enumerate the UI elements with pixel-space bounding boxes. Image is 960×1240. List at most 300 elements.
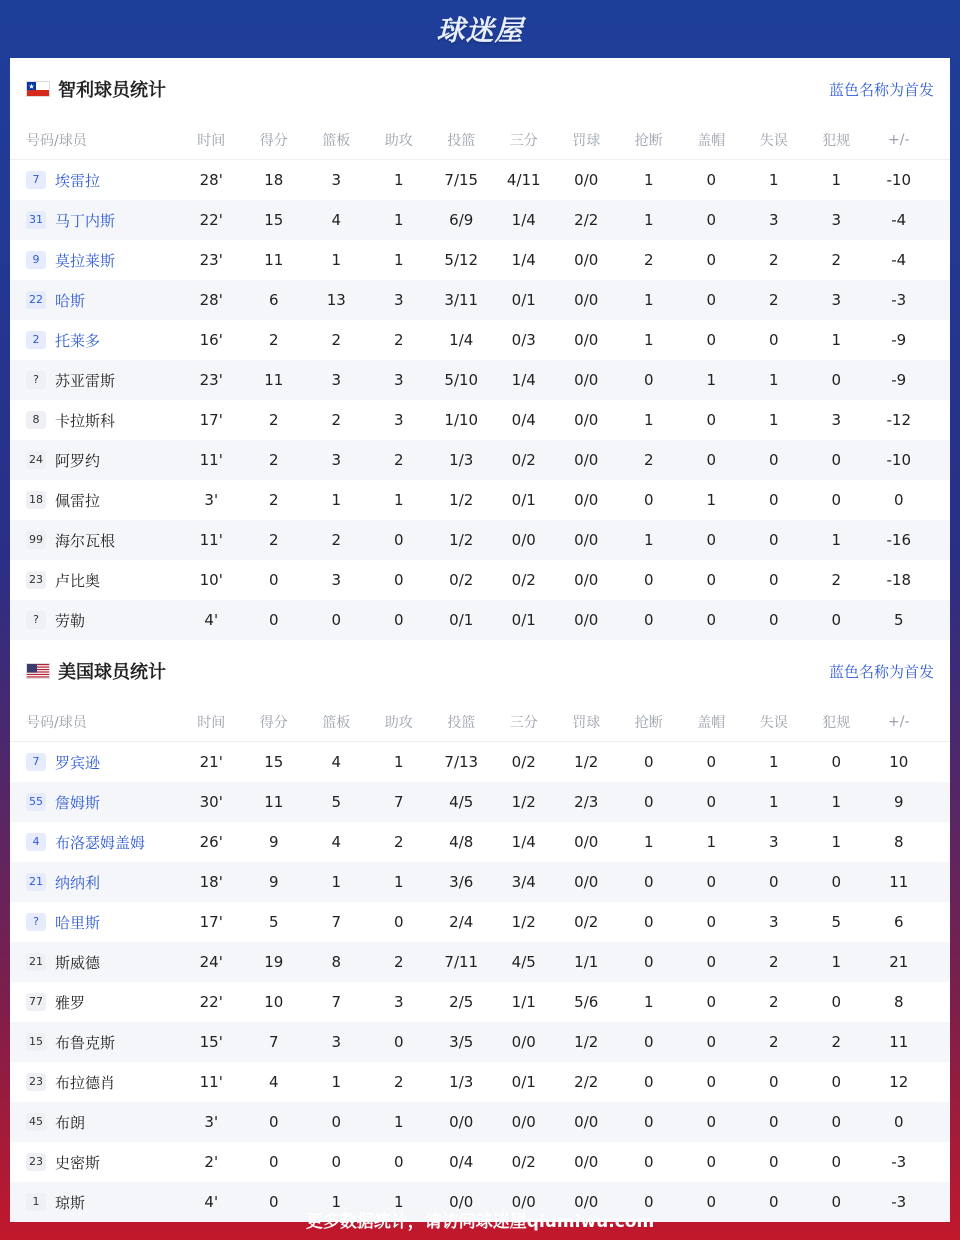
player-row[interactable] bbox=[10, 240, 950, 280]
stat-cell: 1 bbox=[706, 833, 717, 851]
stat-cell: 2 bbox=[393, 833, 404, 851]
stat-cell: 30' bbox=[199, 793, 223, 811]
player-name[interactable]: 卢比奥 bbox=[55, 571, 101, 590]
stat-cell: 0 bbox=[706, 1113, 717, 1131]
stat-cell: 13 bbox=[326, 291, 346, 309]
player-cell bbox=[10, 450, 180, 471]
stat-cell: 1 bbox=[331, 873, 342, 891]
player-row[interactable] bbox=[10, 480, 950, 520]
stat-cell: 28' bbox=[199, 291, 223, 309]
footer-link[interactable]: 更多数据统计，请访问球迷屋qiumiwu.com bbox=[305, 1211, 655, 1232]
player-name[interactable]: 布拉德肖 bbox=[55, 1073, 116, 1092]
stat-cell: 0 bbox=[768, 1153, 779, 1171]
stat-cell: 26' bbox=[199, 833, 223, 851]
stat-cell: 1 bbox=[831, 171, 842, 189]
stat-cell: -3 bbox=[891, 291, 907, 309]
player-name[interactable]: 埃雷拉 bbox=[55, 171, 101, 190]
stat-cell: 5 bbox=[831, 913, 842, 931]
stat-cell: 2 bbox=[768, 291, 779, 309]
stat-cell: 0/0 bbox=[574, 611, 599, 629]
jersey-number-badge: 8 bbox=[26, 411, 46, 429]
player-name[interactable]: 阿罗约 bbox=[55, 451, 101, 470]
stat-cell: 2 bbox=[331, 531, 342, 549]
column-header: 犯规 bbox=[822, 132, 851, 149]
stat-cell: 0/1 bbox=[511, 291, 536, 309]
column-header: 助攻 bbox=[384, 714, 413, 731]
player-row[interactable] bbox=[10, 200, 950, 240]
player-name[interactable]: 雅罗 bbox=[55, 993, 86, 1012]
stat-cell: 0 bbox=[706, 171, 717, 189]
stat-cell: 0 bbox=[706, 451, 717, 469]
stat-cell: -3 bbox=[891, 1193, 907, 1211]
stat-cell: 4/11 bbox=[506, 171, 541, 189]
stat-cell: 0 bbox=[831, 1193, 842, 1211]
player-row[interactable] bbox=[10, 520, 950, 560]
stat-cell: 1/4 bbox=[511, 833, 536, 851]
stat-cell: 0 bbox=[831, 491, 842, 509]
stat-cell: 2/2 bbox=[574, 1073, 599, 1091]
stat-cell: 3' bbox=[204, 491, 219, 509]
section-header bbox=[10, 58, 950, 120]
stat-cell: 4' bbox=[204, 1193, 219, 1211]
stat-cell: 1 bbox=[643, 291, 654, 309]
stat-cell: 2 bbox=[331, 331, 342, 349]
stat-cell: 1 bbox=[831, 793, 842, 811]
section-title-text: 智利球员统计 bbox=[58, 80, 166, 101]
stat-cell: 1 bbox=[706, 371, 717, 389]
player-name[interactable]: 海尔瓦根 bbox=[55, 531, 116, 550]
stat-cell: 0/2 bbox=[511, 451, 536, 469]
stat-cell: 1 bbox=[643, 171, 654, 189]
stat-cell: 11' bbox=[199, 531, 223, 549]
stat-cell: 9 bbox=[893, 793, 904, 811]
player-row[interactable] bbox=[10, 400, 950, 440]
stat-cell: 1 bbox=[831, 531, 842, 549]
stat-cell: 0 bbox=[706, 1153, 717, 1171]
stat-cell: 18 bbox=[264, 171, 284, 189]
player-row[interactable] bbox=[10, 942, 950, 982]
player-name[interactable]: 劳勒 bbox=[55, 611, 86, 630]
stat-cell: 3 bbox=[331, 371, 342, 389]
jersey-number-badge: 9 bbox=[26, 251, 46, 269]
stat-cell: 1/2 bbox=[574, 1033, 599, 1051]
stat-cell: 1 bbox=[831, 833, 842, 851]
player-row[interactable] bbox=[10, 160, 950, 200]
stat-cell: 1 bbox=[643, 531, 654, 549]
player-name[interactable]: 布鲁克斯 bbox=[55, 1033, 116, 1052]
stat-cell: 11 bbox=[264, 251, 284, 269]
stat-cell: 0 bbox=[831, 993, 842, 1011]
stat-cell: 5 bbox=[268, 913, 279, 931]
player-name[interactable]: 琼斯 bbox=[55, 1193, 86, 1212]
stat-cell: 0/1 bbox=[511, 491, 536, 509]
stat-cell: 0 bbox=[268, 1153, 279, 1171]
stat-cell: 3 bbox=[393, 411, 404, 429]
player-name[interactable]: 布朗 bbox=[55, 1113, 86, 1132]
stat-cell: 0/0 bbox=[574, 411, 599, 429]
player-cell bbox=[10, 992, 180, 1013]
player-row[interactable] bbox=[10, 320, 950, 360]
stat-cell: 2/5 bbox=[449, 993, 474, 1011]
stat-cell: 2 bbox=[831, 251, 842, 269]
stat-cell: -12 bbox=[886, 411, 911, 429]
stat-cell: 0 bbox=[643, 491, 654, 509]
stat-cell: 11 bbox=[264, 793, 284, 811]
stat-cell: 7/11 bbox=[444, 953, 479, 971]
player-name[interactable]: 马丁内斯 bbox=[55, 211, 116, 230]
stat-cell: 7 bbox=[393, 793, 404, 811]
stat-cell: 1 bbox=[393, 873, 404, 891]
stat-cell: -4 bbox=[891, 211, 907, 229]
stat-cell: 0 bbox=[831, 873, 842, 891]
stat-cell: 1/2 bbox=[511, 793, 536, 811]
stat-cell: 8 bbox=[331, 953, 342, 971]
stat-cell: 0/2 bbox=[511, 571, 536, 589]
stat-cell: 0/0 bbox=[574, 371, 599, 389]
stat-cell: 1 bbox=[331, 1193, 342, 1211]
column-header: 时间 bbox=[197, 132, 226, 149]
player-name[interactable]: 纳纳利 bbox=[55, 873, 101, 892]
stat-cell: 0 bbox=[831, 753, 842, 771]
stat-cell: 7/13 bbox=[444, 753, 479, 771]
stat-cell: 2 bbox=[268, 531, 279, 549]
jersey-number-badge: 7 bbox=[26, 171, 46, 189]
player-name[interactable]: 斯威德 bbox=[55, 953, 101, 972]
stat-cell: 0 bbox=[768, 611, 779, 629]
jersey-number-badge: 2 bbox=[26, 331, 46, 349]
stat-cell: 0 bbox=[831, 1073, 842, 1091]
stat-cell: 1 bbox=[393, 753, 404, 771]
stat-cell: 1/4 bbox=[511, 211, 536, 229]
stat-cell: 3 bbox=[393, 371, 404, 389]
section-header bbox=[10, 640, 950, 702]
stat-cell: 2 bbox=[768, 1033, 779, 1051]
column-header: 罚球 bbox=[572, 714, 601, 731]
stat-cell: 0 bbox=[643, 1073, 654, 1091]
stat-cell: 5/6 bbox=[574, 993, 599, 1011]
stat-cell: 0/1 bbox=[511, 611, 536, 629]
stat-cell: 1 bbox=[393, 211, 404, 229]
stat-cell: 2 bbox=[393, 451, 404, 469]
column-header: 号码/球员 bbox=[26, 714, 87, 731]
stat-cell: 3 bbox=[331, 451, 342, 469]
column-header: +/- bbox=[888, 713, 910, 730]
section-title-text: 美国球员统计 bbox=[58, 662, 166, 683]
stat-cell: -16 bbox=[886, 531, 911, 549]
stat-cell: 1 bbox=[393, 1113, 404, 1131]
stat-cell: 4' bbox=[204, 611, 219, 629]
stat-cell: 1 bbox=[768, 753, 779, 771]
stat-cell: 0/0 bbox=[574, 1193, 599, 1211]
stat-cell: 0 bbox=[643, 371, 654, 389]
stat-cell: 1 bbox=[643, 993, 654, 1011]
stat-cell: 12 bbox=[889, 1073, 909, 1091]
player-name[interactable]: 布洛瑟姆盖姆 bbox=[55, 833, 146, 852]
stat-cell: 2 bbox=[331, 411, 342, 429]
stat-cell: -9 bbox=[891, 331, 907, 349]
stat-cell: 2 bbox=[831, 1033, 842, 1051]
player-row[interactable] bbox=[10, 1142, 950, 1182]
stat-cell: 0 bbox=[706, 531, 717, 549]
player-name[interactable]: 詹姆斯 bbox=[55, 793, 101, 812]
player-cell bbox=[10, 290, 180, 311]
stat-cell: 0/0 bbox=[449, 1113, 474, 1131]
stat-cell: 5/12 bbox=[444, 251, 479, 269]
stat-cell: 0 bbox=[268, 1113, 279, 1131]
stat-cell: 4 bbox=[268, 1073, 279, 1091]
stat-cell: 11' bbox=[199, 1073, 223, 1091]
stat-cell: 0 bbox=[393, 571, 404, 589]
player-row[interactable] bbox=[10, 862, 950, 902]
stat-cell: 21' bbox=[199, 753, 223, 771]
stat-cell: 0 bbox=[643, 793, 654, 811]
player-row[interactable] bbox=[10, 280, 950, 320]
column-header: +/- bbox=[888, 131, 910, 148]
stat-cell: 1/3 bbox=[449, 1073, 474, 1091]
table-header-row bbox=[10, 120, 950, 160]
stat-cell: 2 bbox=[768, 953, 779, 971]
stat-cell: 1 bbox=[331, 491, 342, 509]
stat-cell: 0/0 bbox=[574, 331, 599, 349]
stat-cell: 0 bbox=[768, 451, 779, 469]
player-row[interactable] bbox=[10, 742, 950, 782]
column-header: 犯规 bbox=[822, 714, 851, 731]
stat-cell: 0/0 bbox=[574, 571, 599, 589]
player-row[interactable] bbox=[10, 902, 950, 942]
team-section-chile bbox=[10, 58, 950, 640]
stat-cell: 23' bbox=[199, 371, 223, 389]
stat-cell: 0/4 bbox=[511, 411, 536, 429]
stat-cell: 2 bbox=[268, 451, 279, 469]
jersey-number-badge: 7 bbox=[26, 753, 46, 771]
stat-cell: 10' bbox=[199, 571, 223, 589]
column-header: 失误 bbox=[759, 132, 788, 149]
stat-cell: 0/0 bbox=[574, 491, 599, 509]
column-header: 篮板 bbox=[322, 132, 351, 149]
stat-cell: 0 bbox=[706, 411, 717, 429]
player-cell bbox=[10, 490, 180, 511]
player-name[interactable]: 罗宾逊 bbox=[55, 753, 101, 772]
jersey-number-badge: 45 bbox=[26, 1113, 46, 1131]
stat-cell: 2 bbox=[768, 993, 779, 1011]
stat-cell: 0 bbox=[706, 251, 717, 269]
stat-cell: 0 bbox=[706, 331, 717, 349]
stat-cell: 1/1 bbox=[511, 993, 536, 1011]
column-header: 失误 bbox=[759, 714, 788, 731]
player-name[interactable]: 史密斯 bbox=[55, 1153, 101, 1172]
player-name[interactable]: 哈里斯 bbox=[55, 913, 101, 932]
player-row[interactable] bbox=[10, 1102, 950, 1142]
column-header: 投篮 bbox=[447, 714, 476, 731]
stat-cell: 3 bbox=[331, 571, 342, 589]
stat-cell: 1/2 bbox=[574, 753, 599, 771]
stat-cell: 0 bbox=[706, 1073, 717, 1091]
stat-cell: 2 bbox=[393, 331, 404, 349]
player-cell bbox=[10, 792, 180, 813]
stat-cell: 0 bbox=[831, 371, 842, 389]
player-row[interactable] bbox=[10, 560, 950, 600]
stat-cell: 0 bbox=[831, 451, 842, 469]
stat-cell: 3 bbox=[768, 833, 779, 851]
stat-cell: 1/10 bbox=[444, 411, 479, 429]
stat-cell: -3 bbox=[891, 1153, 907, 1171]
stat-cell: 11 bbox=[889, 873, 909, 891]
stat-cell: 0 bbox=[706, 291, 717, 309]
stat-cell: 10 bbox=[264, 993, 284, 1011]
stat-cell: 23' bbox=[199, 251, 223, 269]
stat-cell: 2 bbox=[268, 331, 279, 349]
stat-cell: -10 bbox=[886, 451, 911, 469]
column-header: 时间 bbox=[197, 714, 226, 731]
stat-cell: 0 bbox=[706, 1033, 717, 1051]
player-cell bbox=[10, 530, 180, 551]
player-row[interactable] bbox=[10, 982, 950, 1022]
stat-cell: 1 bbox=[706, 491, 717, 509]
stat-cell: 16' bbox=[199, 331, 223, 349]
stat-cell: 1 bbox=[831, 953, 842, 971]
stat-cell: 0 bbox=[768, 531, 779, 549]
stat-cell: 1/4 bbox=[511, 371, 536, 389]
player-cell bbox=[10, 1032, 180, 1053]
stat-cell: 9 bbox=[268, 833, 279, 851]
stat-cell: 3/11 bbox=[444, 291, 479, 309]
stat-cell: 0 bbox=[268, 1193, 279, 1211]
starter-legend-note: 蓝色名称为首发 bbox=[828, 80, 934, 99]
stat-cell: 22' bbox=[199, 993, 223, 1011]
player-name[interactable]: 苏亚雷斯 bbox=[55, 371, 116, 390]
stat-cell: 2 bbox=[831, 571, 842, 589]
stat-cell: 0 bbox=[643, 1113, 654, 1131]
player-cell bbox=[10, 210, 180, 231]
stat-cell: 0/2 bbox=[511, 753, 536, 771]
stat-cell: 1 bbox=[643, 411, 654, 429]
player-name[interactable]: 托莱多 bbox=[55, 331, 101, 350]
stat-cell: 0 bbox=[768, 873, 779, 891]
player-name[interactable]: 莫拉莱斯 bbox=[55, 251, 116, 270]
stat-cell: 2/3 bbox=[574, 793, 599, 811]
stat-cell: 0/1 bbox=[511, 1073, 536, 1091]
stat-cell: 1/2 bbox=[449, 531, 474, 549]
stat-cell: 0 bbox=[393, 531, 404, 549]
stat-cell: 0/2 bbox=[574, 913, 599, 931]
jersey-number-badge: 21 bbox=[26, 873, 46, 891]
stat-cell: 0 bbox=[893, 491, 904, 509]
stat-cell: 0 bbox=[706, 913, 717, 931]
stat-cell: 4 bbox=[331, 211, 342, 229]
stat-cell: 0 bbox=[831, 1113, 842, 1131]
stat-cell: 18' bbox=[199, 873, 223, 891]
column-header: 抢断 bbox=[634, 132, 663, 149]
stat-cell: 3 bbox=[768, 913, 779, 931]
stat-cell: 0 bbox=[331, 1153, 342, 1171]
jersey-number-badge: 23 bbox=[26, 1153, 46, 1171]
stat-cell: 3 bbox=[831, 411, 842, 429]
stat-cell: -4 bbox=[891, 251, 907, 269]
stat-cell: 2 bbox=[268, 411, 279, 429]
column-header: 号码/球员 bbox=[26, 132, 87, 149]
column-header: 抢断 bbox=[634, 714, 663, 731]
jersey-number-badge: 18 bbox=[26, 491, 46, 509]
stat-cell: 7 bbox=[331, 993, 342, 1011]
player-row[interactable] bbox=[10, 782, 950, 822]
stat-cell: 8 bbox=[893, 833, 904, 851]
stat-cell: -18 bbox=[886, 571, 911, 589]
player-cell bbox=[10, 410, 180, 431]
player-row[interactable] bbox=[10, 822, 950, 862]
stat-cell: 0 bbox=[643, 953, 654, 971]
stat-cell: 1 bbox=[393, 251, 404, 269]
stat-cell: 2 bbox=[643, 451, 654, 469]
stat-cell: 4/8 bbox=[449, 833, 474, 851]
player-name[interactable]: 卡拉斯科 bbox=[55, 411, 116, 430]
stat-cell: 7/15 bbox=[444, 171, 479, 189]
stat-cell: 15' bbox=[199, 1033, 223, 1051]
stat-cell: 2/2 bbox=[574, 211, 599, 229]
jersey-number-badge: ? bbox=[26, 371, 46, 389]
stat-cell: 4/5 bbox=[511, 953, 536, 971]
player-name[interactable]: 哈斯 bbox=[55, 291, 86, 310]
stat-cell: 0 bbox=[831, 1153, 842, 1171]
column-header: 罚球 bbox=[572, 132, 601, 149]
player-cell bbox=[10, 952, 180, 973]
stat-cell: 1 bbox=[331, 251, 342, 269]
stat-cell: 6/9 bbox=[449, 211, 474, 229]
stat-cell: 1 bbox=[768, 793, 779, 811]
stat-cell: 17' bbox=[199, 913, 223, 931]
jersey-number-badge: 77 bbox=[26, 993, 46, 1011]
jersey-number-badge: 21 bbox=[26, 953, 46, 971]
stat-cell: 1/3 bbox=[449, 451, 474, 469]
player-row[interactable] bbox=[10, 1022, 950, 1062]
stat-cell: 22' bbox=[199, 211, 223, 229]
jersey-number-badge: 24 bbox=[26, 451, 46, 469]
player-cell bbox=[10, 170, 180, 191]
stat-cell: 3 bbox=[331, 1033, 342, 1051]
stat-cell: 0 bbox=[768, 571, 779, 589]
stat-cell: 1 bbox=[331, 1073, 342, 1091]
player-row[interactable] bbox=[10, 1062, 950, 1102]
stat-cell: 4 bbox=[331, 833, 342, 851]
stat-cell: 0 bbox=[893, 1113, 904, 1131]
player-cell bbox=[10, 570, 180, 591]
usa-flag-icon bbox=[26, 663, 50, 679]
player-name[interactable]: 佩雷拉 bbox=[55, 491, 101, 510]
stat-cell: 11 bbox=[889, 1033, 909, 1051]
stat-cell: 10 bbox=[889, 753, 909, 771]
jersey-number-badge: 55 bbox=[26, 793, 46, 811]
player-row[interactable] bbox=[10, 360, 950, 400]
player-row[interactable] bbox=[10, 440, 950, 480]
stat-cell: 11' bbox=[199, 451, 223, 469]
player-cell bbox=[10, 872, 180, 893]
stat-cell: 0/0 bbox=[511, 1193, 536, 1211]
stat-cell: 1 bbox=[643, 211, 654, 229]
stat-cell: 2 bbox=[768, 251, 779, 269]
stats-card bbox=[10, 58, 950, 1212]
stat-cell: 24' bbox=[199, 953, 223, 971]
stat-cell: 5 bbox=[331, 793, 342, 811]
stat-cell: 3/5 bbox=[449, 1033, 474, 1051]
stat-cell: 0 bbox=[643, 1033, 654, 1051]
stat-cell: 0 bbox=[706, 793, 717, 811]
stat-cell: 3 bbox=[393, 993, 404, 1011]
stat-cell: 4 bbox=[331, 753, 342, 771]
stat-cell: 0 bbox=[643, 1153, 654, 1171]
section-title bbox=[26, 76, 166, 102]
player-row[interactable] bbox=[10, 600, 950, 640]
stat-cell: 3 bbox=[393, 291, 404, 309]
stat-cell: 2/4 bbox=[449, 913, 474, 931]
